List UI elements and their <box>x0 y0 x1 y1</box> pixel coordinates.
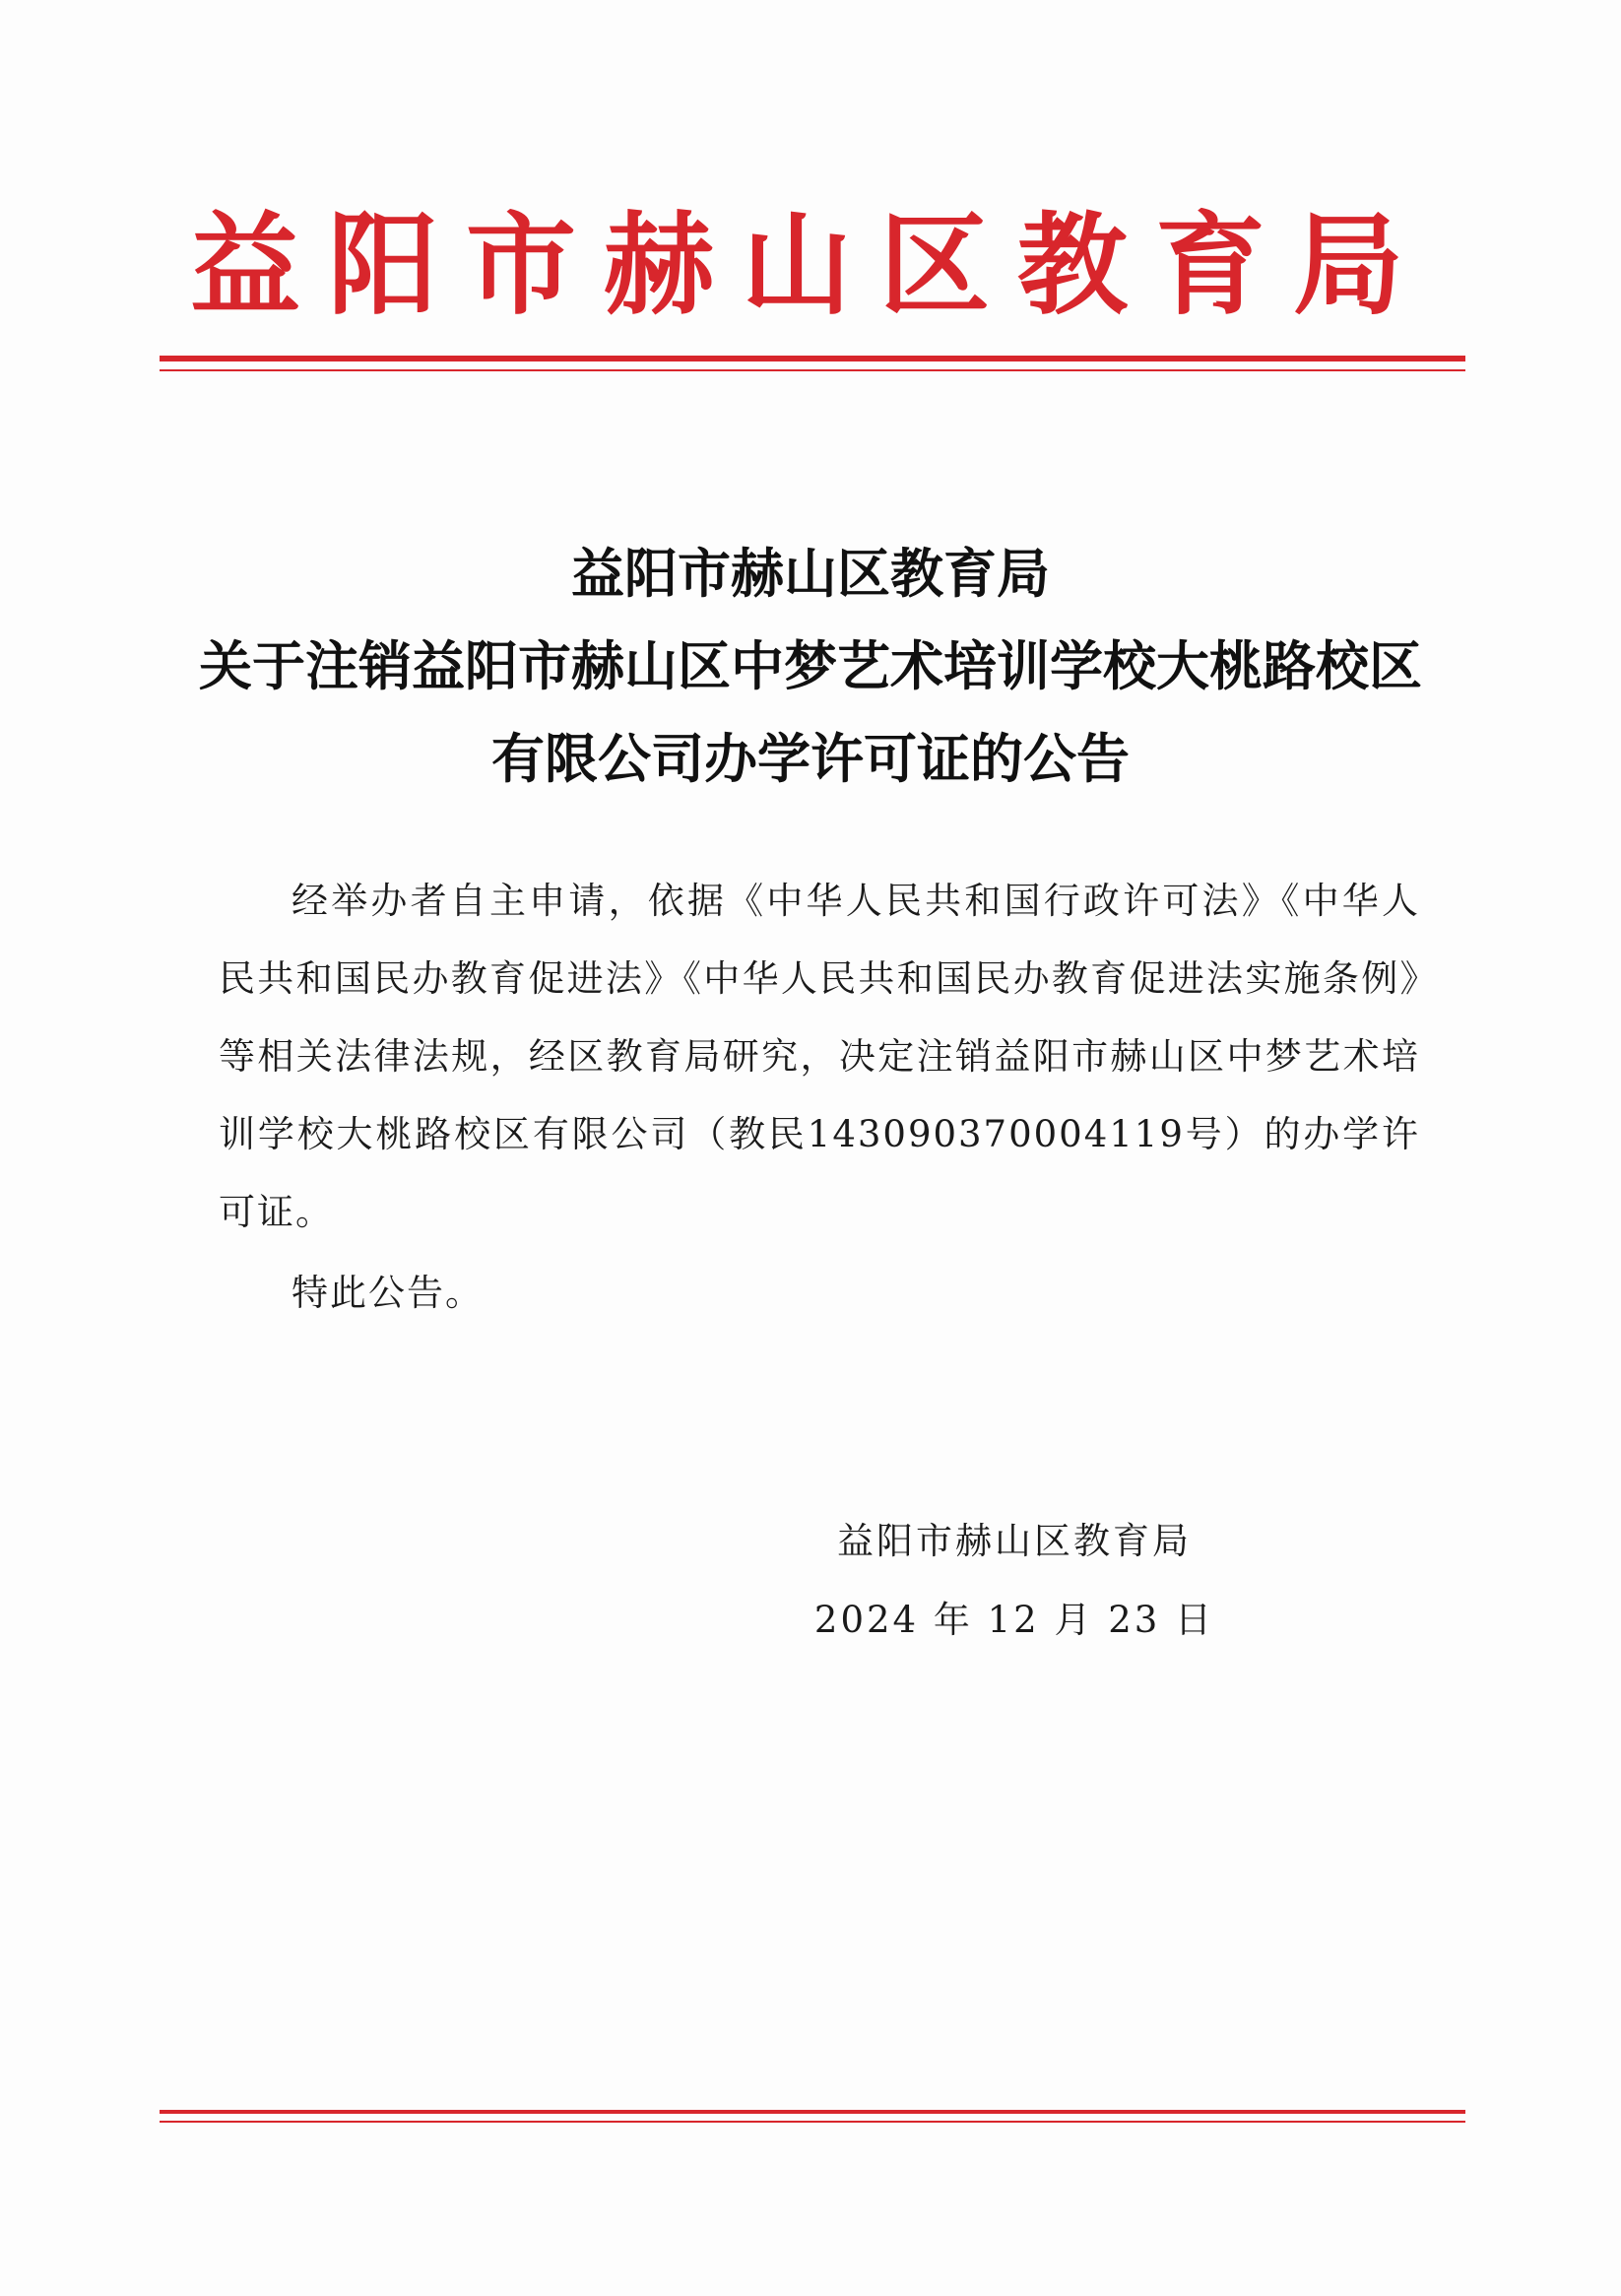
letterhead-rule-thick <box>160 356 1465 361</box>
letterhead-org-name: 益阳市赫山区教育局 <box>190 201 1431 330</box>
notice-body <box>219 862 1420 1251</box>
body-paragraph: 经举办者自主申请，依据《中华人民共和国行政许可法》《中华人民共和国民办教育促进法》《中华人民共和国民办教育促进法实施条例》等相关法律法规，经区教育局研究，决定注销益阳市赫山区中梦艺术培训学校大桃路校区有限公司（教民143090370004119号）的办学许可证。 <box>219 880 1420 1233</box>
notice-title <box>158 527 1463 805</box>
title-line-3: 有限公司办学许可证的公告 <box>491 727 1130 790</box>
issuer-name: 益阳市赫山区教育局 <box>837 1520 1192 1562</box>
issue-date: 2024 年 12 月 23 日 <box>813 1599 1215 1641</box>
closing-phrase: 特此公告。 <box>292 1272 484 1314</box>
signature-block <box>788 1502 1241 1660</box>
footer-rule-thin <box>160 2121 1465 2123</box>
footer-rule-thick <box>160 2110 1465 2114</box>
title-line-1: 益阳市赫山区教育局 <box>571 542 1050 605</box>
letterhead-rule-thin <box>160 369 1465 371</box>
title-line-2: 关于注销益阳市赫山区中梦艺术培训学校大桃路校区 <box>199 634 1422 697</box>
